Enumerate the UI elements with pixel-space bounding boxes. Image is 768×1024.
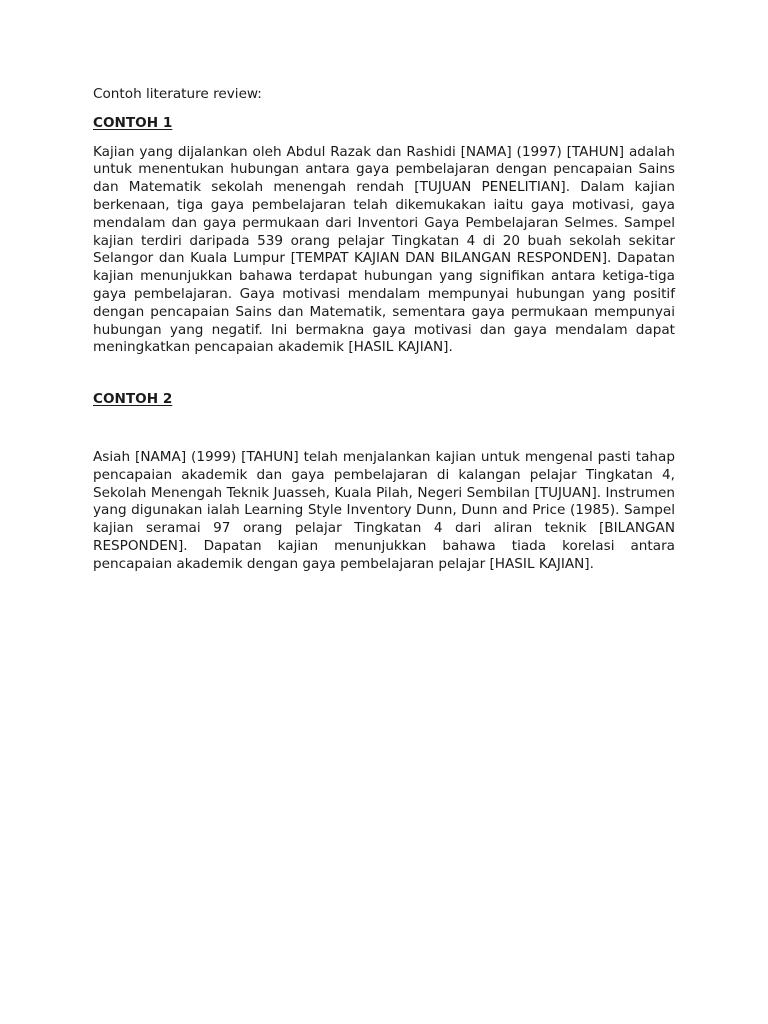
section-heading-contoh-1: CONTOH 1 [93,114,173,131]
section-heading-contoh-2: CONTOH 2 [93,391,173,408]
document-body [93,86,675,574]
section-paragraph-contoh-1: Kajian yang dijalankan oleh Abdul Razak dan Rashidi [NAMA] (1997) [TAHUN] adalah untuk menentukan hubungan antara gaya pembelajaran dengan pencapaian Sains dan Matematik sekolah menengah rendah [TUJUAN PENELITIAN]. Dalam kajian berkenaan, tiga gaya pembelajaran telah dikemukakan iaitu gaya motivasi, gaya mendalam dan gaya permukaan dari Inventori Gaya Pembelajaran Selmes. Sampel kajian terdiri daripada 539 orang pelajar Tingkatan 4 di 20 buah sekolah sekitar Selangor dan Kuala Lumpur [TEMPAT KAJIAN DAN BILANGAN RESPONDEN]. Dapatan kajian menunjukkan bahawa terdapat hubungan yang signifikan antara ketiga-tiga gaya pembelajaran. Gaya motivasi mendalam mempunyai hubungan yang positif dengan pencapaian Sains dan Matematik, sementara gaya permukaan mempunyai hubungan yang negatif. Ini bermakna gaya motivasi dan gaya mendalam dapat meningkatkan pencapaian akademik [HASIL KAJIAN]. [93,143,675,356]
intro-line: Contoh literature review: [93,86,262,102]
section-paragraph-contoh-2: Asiah [NAMA] (1999) [TAHUN] telah menjalankan kajian untuk mengenal pasti tahap pencapaian akademik dan gaya pembelajaran di kalangan pelajar Tingkatan 4, Sekolah Menengah Teknik Juasseh, Kuala Pilah, Negeri Sembilan [TUJUAN]. Instrumen yang digunakan ialah Learning Style Inventory Dunn, Dunn and Price (1985). Sampel kajian seramai 97 orang pelajar Tingkatan 4 dari aliran teknik [BILANGAN RESPONDEN]. Dapatan kajian menunjukkan bahawa tiada korelasi antara pencapaian akademik dengan gaya pembelajaran pelajar [HASIL KAJIAN]. [93,448,675,572]
